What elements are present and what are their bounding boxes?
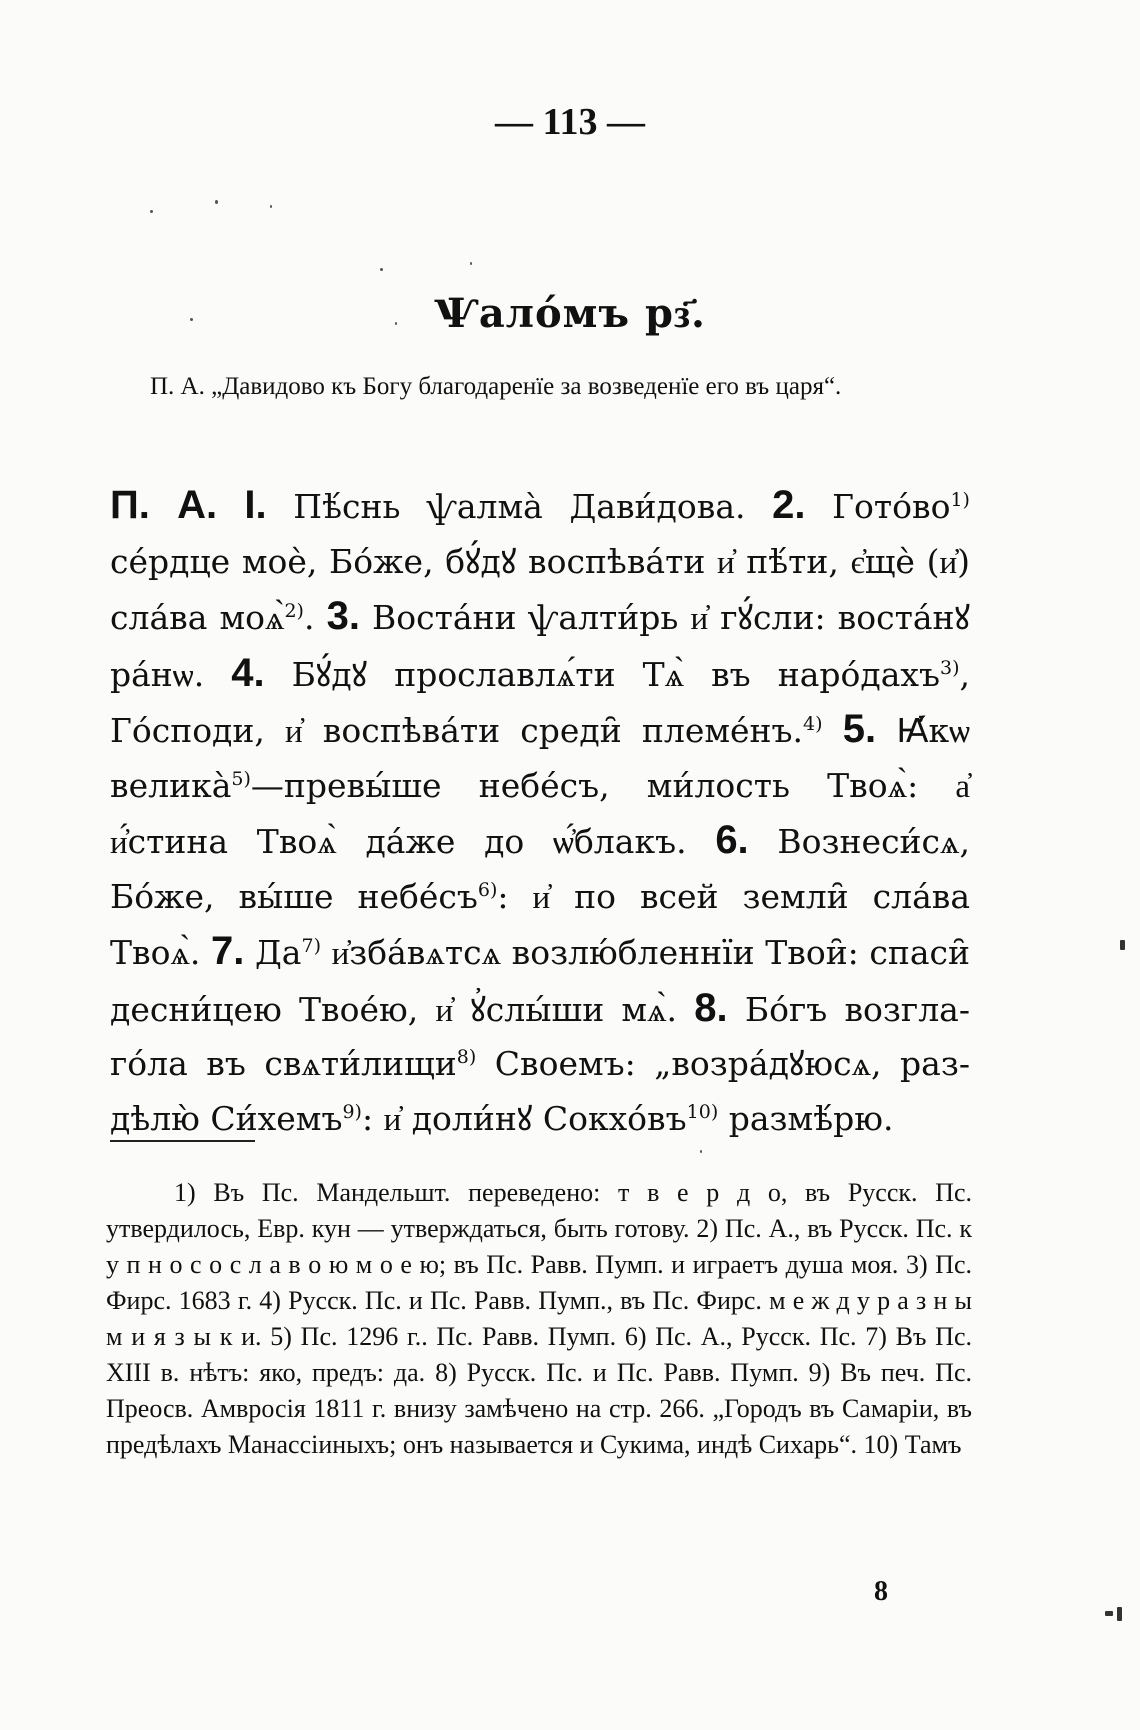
verse-text: Бꙋ́дꙋ прославлѧ́ти Тѧ̀ въ наро́дахъ xyxy=(291,654,940,694)
psalm-title: Ѱало́мъ рз҃. xyxy=(434,290,706,337)
scan-speck xyxy=(700,1150,702,1153)
footnote-marker: 1) xyxy=(950,489,970,511)
verse-text: Воста́ни ѱалти́рь и҆ гꙋ́сли: воста́нꙋ ра́нѡ. xyxy=(110,598,970,694)
footnote-marker: 2) xyxy=(284,600,304,622)
scan-speck xyxy=(150,210,153,213)
psalm-body xyxy=(110,478,970,1146)
footnote-marker: 5) xyxy=(231,767,251,790)
page-number: — 113 — xyxy=(495,101,645,143)
verse-number: 5. xyxy=(842,707,877,751)
footnote-marker: 3) xyxy=(939,656,960,679)
verse-text: се́рдце моѐ, Бо́же, бꙋ́дꙋ воспѣва́ти и҆ пѣ́ти, є҆щѐ (и҆) сла́ва моѧ̀ xyxy=(110,541,970,637)
footnote-marker: 10) xyxy=(686,1100,719,1123)
footnote-marker: 7) xyxy=(301,935,321,957)
verse-number: П. А. І. xyxy=(110,483,267,527)
footnote-divider xyxy=(110,1140,255,1142)
verse-text: Ꙗ҆́кѡ велика̀ xyxy=(110,711,970,805)
verse-text: Да xyxy=(254,933,302,972)
verse-text: : и҆ по всей земли̑ сла́ва Твоѧ̀. xyxy=(110,876,970,972)
verse-number: 3. xyxy=(326,594,360,638)
verse-text: и҆зба́вѧтсѧ возлю́бленнїи Твои̑: спаси̑ десни́цею Твое́ю, и҆ ꙋ҆слы́ши мѧ̀. xyxy=(110,933,971,1029)
verse-text: размѣ́рю. xyxy=(728,1098,894,1138)
scan-speck xyxy=(395,322,397,325)
psalm-argument: П. А. „Давидово къ Богу благодаренїе за возведенїе его въ царя“. xyxy=(150,373,842,400)
scan-speck xyxy=(380,268,383,271)
scan-speck xyxy=(1117,1607,1122,1621)
footnotes: 1) Въ Пс. Мандельшт. переведено: т в е р д о, въ Русск. Пс. утвердилось, Евр. кун — утверждаться, быть готову. 2) Пс. А., въ Русск. Пс. к у п н о с о с л а в о ю м о е ю; въ Пс. Равв. Пумп. и играетъ душа моя. 3) Пс. Фирс. 1683 г. 4) Русск. Пс. и Пс. Равв. Пумп., въ Пс. Фирс. м е ж д у р а з н ы м и я з ы к и. 5) Пс. 1296 г.. Пс. Равв. Пумп. 6) Пс. А., Русск. Пс. 7) Въ Пс. XIII в. нѣтъ: яко, предъ: да. 8) Русск. Пс. и Пс. Равв. Пумп. 9) Въ печ. Пс. Преосв. Амвросія 1811 г. внизу замѣчено на стр. 266. „Городъ въ Самаріи, въ предѣлахъ Манассіиныхъ; онъ называется и Сукима, индѣ Сихарь“. 10) Тамъ xyxy=(106,1178,972,1459)
footnote-marker: 4) xyxy=(803,713,823,735)
verse-text: , Го́споди, и҆ воспѣва́ти среди̑ племе́нъ. xyxy=(110,654,970,750)
verse-number: 4. xyxy=(231,650,265,695)
signature-mark: 8 xyxy=(874,1576,888,1607)
verse-text: Пѣ́снь ѱалма̀ Дави́дова. xyxy=(293,487,746,526)
verse-text: Своемъ: „возра́дꙋюсѧ, раз-дѣлю̀ Си́хемъ xyxy=(110,1044,970,1138)
verse-text: Бо́гъ возгла-го́ла въ свѧти́лищи xyxy=(110,989,971,1083)
verse-text: . xyxy=(303,598,315,637)
footnote-marker: 8) xyxy=(456,1046,477,1068)
verse-text: Гото́во xyxy=(832,487,951,526)
scan-speck xyxy=(190,318,193,321)
verse-number: 6. xyxy=(715,818,749,862)
scan-speck xyxy=(470,262,472,265)
verse-text: Вознеси́сѧ, Бо́же, вы́ше небе́съ xyxy=(110,822,970,916)
verse-number: 8. xyxy=(694,985,728,1030)
scan-speck xyxy=(270,205,272,208)
verse-number: 2. xyxy=(772,483,806,527)
footnote-marker: 9) xyxy=(342,1100,362,1123)
scan-speck xyxy=(1120,940,1125,950)
verse-text: —превы́ше небе́съ, ми́лость Твоѧ̀: а҆ и҆́стина Твоѧ̀ да́же до ѡ҆́блакъ. xyxy=(110,765,970,861)
scan-speck xyxy=(215,200,218,204)
verse-text: : и҆ доли́нꙋ Сокхо́въ xyxy=(361,1098,687,1138)
verse-number: 7. xyxy=(211,929,245,973)
scan-speck xyxy=(1105,1611,1113,1616)
footnote-marker: 6) xyxy=(477,878,498,901)
